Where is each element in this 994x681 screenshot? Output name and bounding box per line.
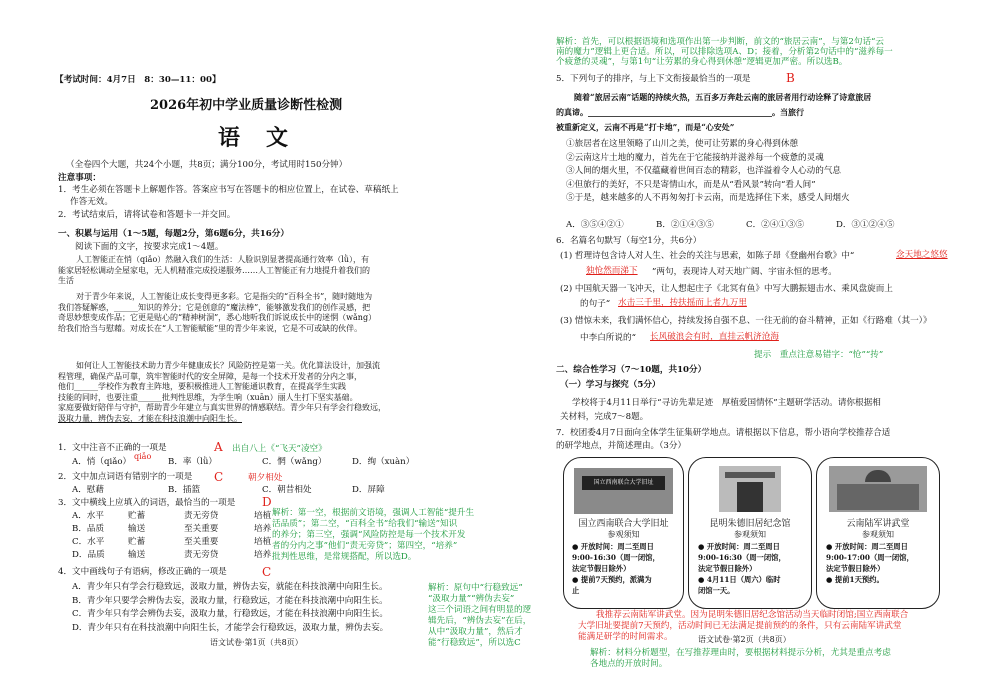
- q4-answer: C: [262, 565, 272, 579]
- q7-analysis: [590, 648, 891, 670]
- note-1: 1．考生必须在答题卡上解题作答。答案应书写在答题卡的相应位置上，在试卷、草稿纸上: [58, 185, 399, 195]
- rule-line: ● 4月11日（周六）临时: [698, 575, 781, 584]
- analysis-line: 南的魔力”逻辑上更合适。所以，可以排除选项A、D；接着，分析第2句话中的“滋养每一: [556, 47, 893, 57]
- analysis-line: 各地点的开放时间。: [590, 659, 668, 669]
- answer-line: 我推荐云南陆军讲武堂。因为昆明朱德旧居纪念馆活动当天临时闭馆;国立西南联合: [596, 610, 909, 620]
- card-rules: [698, 541, 786, 596]
- analysis-line: 者的分内之事”他们“责无旁贷”；第四空，“培养”: [272, 541, 458, 551]
- analysis-line: 解析：原句中“行稳致远”: [428, 583, 523, 593]
- q1-answer: A: [214, 440, 223, 454]
- analysis-line: 从中“汲取力量”，然后才: [428, 627, 523, 637]
- answer-line: 大学旧址要提前7天预约，活动时间已无法满足提前预约的条件，只有云南陆军讲武堂: [578, 621, 902, 631]
- passage-line: 给我们恰当与慰藉。对成长在“人工智能赋能”里的青少年来说，它是不可或缺的伙伴。: [58, 323, 363, 333]
- analysis-line: 活品质”；第二空，“百科全书”给我们“输送”知识: [272, 519, 458, 529]
- q4-option-b: B．青少年只要学会辨伪去妄，汲取力量，行稳致远，才能在科技浪潮中向阳生长。: [72, 595, 388, 606]
- passage-line: 技能的同时，也要注重______批判性思维，为学生响（xuān）丽人生打下坚实基础。: [58, 392, 358, 402]
- q6-tip: 提示 重点注意易错字：“怆”“抟”: [754, 350, 884, 360]
- note-2: 2．考试结束后，请将试卷和答题卡一并交回。: [58, 210, 236, 220]
- q2-option-b: B．插篮: [168, 485, 201, 495]
- zhude-photo: [719, 466, 781, 512]
- card-rules: [572, 541, 660, 596]
- left-page-footer: 语文试卷·第1页（共8页）: [210, 638, 303, 647]
- rule-line: 闭馆一天。: [698, 586, 735, 595]
- rule-line: 法定节假日除外）: [698, 564, 757, 573]
- q3-cell: 输送: [128, 524, 146, 534]
- question-1: 1．文中注音不正确的一项是: [58, 443, 167, 453]
- analysis-line: “汲取力量”“辨伪去妄”: [428, 594, 515, 604]
- building-shape: [837, 484, 919, 510]
- q6-1-text-cont: ”两句，表现诗人对天地广阔、宇宙永恒的思考。: [652, 267, 837, 277]
- rule-line: 9:00-16:30（周一闭馆，: [572, 553, 660, 562]
- q5-item: ③人间的烟火里，不仅蕴藏着世间百态的精彩，也洋溢着令人心动的气息: [566, 166, 842, 176]
- rule-line: ● 提前7天预约，派满为: [572, 575, 652, 584]
- stem-line: 被重新定义，云南不再是“打卡地”，而是“心安处”: [556, 122, 735, 132]
- section-1-title: 一、积累与运用（1～5题，每题2分，第6题6分，共16分）: [58, 229, 289, 239]
- rule-line: ● 开放时间：周二至周日: [698, 542, 780, 551]
- rule-line: ● 开放时间：周二至周日: [826, 542, 908, 551]
- q2-note: 朝夕相处: [248, 473, 283, 483]
- q4-option-c: C．青少年只有学会辨伪去妄，汲取力量，行稳致远，才能在科技浪潮中向阳生长。: [72, 609, 388, 619]
- passage-para-3: [58, 361, 386, 424]
- q3-cell: 责无旁贷: [184, 511, 219, 521]
- rule-line: 9:00-16:30（周一闭馆，: [698, 553, 786, 562]
- q1-option-c: C．惘（wǎng）: [262, 457, 327, 467]
- q1-option-a: A．悄（qiǎo）: [72, 457, 132, 467]
- q5-item: ④但旅行的美好，不只是寄情山水，而是从“看风景”转向“看人间”: [566, 179, 816, 190]
- q4-options: [72, 581, 388, 635]
- q4-option-a: A．青少年只有学会行稳致远，汲取力量，辨伪去妄，就能在科技浪潮中向阳生长。: [72, 582, 388, 592]
- analysis-line: 的养分；第三空，强调“风险防控是每一个技术开发: [272, 530, 466, 540]
- subject-title: 语 文: [218, 125, 291, 151]
- passage-line: 能家居轻松调动全屋家电，无人机精准完成投递服务……人工智能正有力地提升着我们的: [58, 265, 370, 275]
- q3-cell: 至关重要: [184, 524, 219, 534]
- q6-2-answer: 水击三千里，抟扶摇而上者九万里: [618, 298, 747, 308]
- q3-analysis: [272, 508, 474, 563]
- analysis-line: 解析：材料分析题型，在写推荐理由时，要根据材料提示分析，尤其是重点考虑: [590, 648, 891, 658]
- q5-option-d: D．③①②④⑤: [836, 220, 895, 230]
- section-2-title: 二、综合性学习（7～10题，共10分）: [556, 365, 707, 375]
- q3-cell: B．品质: [72, 524, 105, 534]
- question-line: 7．校团委4月7日面向全体学生征集研学地点。请根据以下信息，帮小语向学校推荐合适: [556, 428, 891, 438]
- notes-title: 注意事项：: [58, 173, 101, 183]
- site-card-zhude: [688, 457, 812, 609]
- rule-line: 止: [572, 586, 580, 595]
- q1-option-b: B．率（lǜ）: [168, 457, 217, 467]
- q5-answer: B: [786, 71, 795, 85]
- card-title: 云南陆军讲武堂: [846, 519, 910, 529]
- section-2-sub-1: （一）学习与探究（5分）: [560, 380, 661, 390]
- card-title: 昆明朱德旧居纪念馆: [709, 519, 791, 529]
- q3-cell: 责无旁贷: [184, 550, 219, 560]
- q5-option-b: B．②①④③⑤: [656, 220, 714, 230]
- question-3: 3．文中横线上应填入的词语，最恰当的一项是: [58, 498, 236, 508]
- question-6: 6．名篇名句默写（每空1分，共6分）: [556, 236, 702, 246]
- analysis-line: 解析：第一空，根据前文语境，强调人工智能“提升生: [272, 508, 475, 518]
- passage-line: 生活: [58, 276, 74, 285]
- q5-option-c: C．②④①③⑤: [746, 220, 805, 230]
- q6-1-answer-1: 念天地之悠悠: [896, 250, 948, 260]
- analysis-line: 解析：首先，可以根据语境和选项作出第一步判断，前文的“旅居云南”，与第2句话“云: [556, 37, 885, 47]
- q2-answer: C: [214, 470, 224, 484]
- q1-option-d: D．绚（xuàn）: [352, 457, 415, 467]
- q5-item: ①旅居者在这里领略了山川之美，使可让劳累的身心得到休憩: [566, 139, 799, 149]
- passage-para-2: [58, 292, 376, 334]
- card-title: 国立西南联合大学旧址: [578, 519, 669, 529]
- q3-cell: D．品质: [72, 550, 105, 560]
- activity-text: [560, 396, 881, 424]
- q5-item: ⑤于是，越来越多的人不再匆匆打卡云南，而是选择住下来，感受人间烟火: [566, 193, 850, 203]
- q2-option-c: C．朝昔相处: [262, 485, 312, 495]
- q3-cell: 输送: [128, 550, 146, 560]
- rule-line: ● 提前1天预约。: [826, 575, 884, 584]
- passage-line: 奇思妙想变成作品；它更是贴心的“精神树洞”，悉心地听我们诉说成长中的迷惘（wǎng）: [58, 313, 377, 322]
- roof-shape: [725, 472, 775, 478]
- card-rules-title: 参观须知: [734, 530, 766, 539]
- passage-para-1: [58, 255, 370, 287]
- passage-line: 家庭要做好陪伴与守护，帮助青少年建立与真实世界的情感联结。青少年只有学会行稳致远，: [58, 403, 386, 412]
- q5-stem: [556, 90, 871, 135]
- question-2: 2．文中加点词语有错别字的一项是: [58, 472, 193, 482]
- activity-line: 关材料，完成7～8题。: [560, 412, 649, 422]
- exam-time: 【考试时间：4月7日 8：30—11：00】: [55, 75, 221, 85]
- activity-line: 学校将于4月11日举行“寻访先辈足迹 厚植爱国情怀”主题研学活动。请你根据相: [572, 398, 881, 408]
- question-5: 5．下列句子的排序，与上下文衔接最恰当的一项是: [556, 74, 751, 84]
- gate-shape: [737, 482, 763, 512]
- analysis-line: 辑先后，“辨伪去妄”在后，: [428, 616, 532, 626]
- q6-1-answer-2: 独怆然而涕下: [586, 266, 638, 276]
- lianda-photo: [574, 468, 673, 514]
- question-7: [556, 427, 890, 453]
- exam-title: 2026年初中学业质量诊断性检测: [150, 98, 343, 113]
- exam-scope: （全卷四个大题，共24个小题，共8页；满分100分，考试用时150分钟）: [66, 160, 348, 170]
- q1-scribble: qiǎo: [134, 452, 152, 461]
- q3-options: [72, 511, 284, 561]
- rule-line: 9:00-17:00（周一闭馆，: [826, 553, 914, 562]
- passage-line: 人工智能正在悄（qiǎo）然融入我们的生活：人脸识别显著提高通行效率（lǜ），有: [76, 255, 369, 264]
- answer-line: 能满足研学的时间需求。: [578, 632, 673, 642]
- rule-line: ● 开放时间：周二至周日: [572, 542, 654, 551]
- q3-cell: 培养: [254, 550, 272, 560]
- note-1-cont: 作答无效。: [70, 197, 113, 207]
- q3-cell: A．水平: [72, 511, 104, 521]
- reading-intro: 阅读下面的文字，按要求完成1～4题。: [75, 242, 224, 252]
- q3-cell: 贮蓄: [128, 537, 146, 547]
- analysis-line: 批判性思维，是常规搭配，所以选D。: [272, 552, 417, 562]
- lianda-gate-sign: 国立西南联合大学旧址: [582, 476, 665, 490]
- rule-line: 法定节假日除外）: [826, 564, 885, 573]
- q3-cell: 至关重要: [184, 537, 219, 547]
- q3-cell: 贮蓄: [128, 511, 146, 521]
- q3-cell: 培养: [254, 524, 272, 534]
- q6-3-text-cont: 中李白所说的“: [580, 333, 636, 343]
- jiangwutang-photo: [829, 466, 927, 512]
- passage-line: 他们______学校作为教育主阵地，要积极推进人工智能通识教育，在提高学生实践: [58, 382, 346, 391]
- card-rules-title: 参观须知: [862, 530, 894, 539]
- q6-3-text: (3) 惜惊未来，我们满怀信心，持续发扬自强不息、一往无前的奋斗精神，正如《行路难（其一）》: [560, 316, 932, 326]
- question-4: 4．文中画线句子有语病，修改正确的一项是: [58, 567, 227, 577]
- right-page-footer: 语文试卷·第2页（共8页）: [698, 635, 791, 644]
- q6-2-text: (2) 中国航天器一飞冲天，让人想起庄子《北冥有鱼》中写大鹏振翅击水、乘风盘旋而上: [560, 284, 893, 294]
- analysis-line: 能“行稳致远”，所以选C: [428, 638, 521, 648]
- question-line: 的研学地点，并简述理由。（3分）: [556, 441, 687, 451]
- card-rules: [826, 541, 914, 585]
- q6-3-answer: 长风破浪会有时，直挂云帆济沧海: [650, 332, 779, 342]
- stem-line: 随着“旅居云南”话题的持续火热，五百多万奔赴云南的旅居者用行动诠释了诗意旅居: [574, 92, 872, 102]
- q5-option-a: A．③⑤④②①: [566, 220, 624, 230]
- q6-1-text: (1) 哲理诗包含诗人对人生、社会的关注与思索，如陈子昂《登幽州台歌》中“: [560, 251, 855, 261]
- rule-line: 法定节假日除外）: [572, 564, 631, 573]
- q3-cell: 培植: [254, 537, 272, 547]
- site-card-lianda: [563, 457, 684, 609]
- q5-analysis: [556, 37, 893, 67]
- site-card-jiangwutang: [816, 457, 940, 609]
- q3-cell: C．水平: [72, 537, 105, 547]
- passage-line: 对于青少年来说，人工智能让成长变得更多彩。它是指尖的“百科全书”，随时随地为: [76, 292, 373, 301]
- stem-line: 的真谛。______________________________________________。当旅行: [556, 107, 804, 117]
- q1-note: 出自八上《“飞天”凌空》: [232, 444, 327, 454]
- q2-option-d: D．屏障: [352, 485, 385, 495]
- q4-option-d: D．青少年只有在科技浪潮中向阳生长，才能学会行稳致远，汲取力量，辨伪去妄。: [72, 622, 389, 633]
- passage-line-underlined: 汲取力量，辨伪去妄，才能在科技浪潮中向阳生长。: [58, 413, 242, 423]
- dome-shape: [865, 470, 891, 482]
- q2-option-a: A．慰藉: [72, 485, 104, 495]
- q3-answer: D: [262, 495, 272, 509]
- q6-2-text-cont: 的句子“: [580, 299, 611, 309]
- passage-line: 我们答疑解惑，______知识的养分；它是创意的“魔法棒”，能够激发我们的创作灵感，把: [58, 302, 371, 312]
- analysis-line: 个疲惫的灵魂”，与第1句“让劳累的身心得到休憩”逻辑更加严密。所以选B。: [556, 57, 848, 67]
- passage-line: 程管理，确保产品可靠，筑牢智能时代的安全屏障，是每一个技术开发者的分内之事，: [58, 371, 362, 381]
- q3-cell: 培植: [254, 511, 272, 521]
- q4-analysis: [428, 583, 531, 649]
- q5-item: ②云南这片土地的魔力，首先在于它能接纳并滋养每一个疲惫的灵魂: [566, 152, 824, 163]
- passage-line: 如何让人工智能技术助力青少年健康成长？风险防控是第一关。优化算法设计，加强流: [76, 361, 380, 370]
- card-rules-title: 参观须知: [607, 530, 640, 539]
- q5-items: [566, 138, 850, 206]
- analysis-line: 这三个词语之间有明显的逻: [428, 605, 532, 615]
